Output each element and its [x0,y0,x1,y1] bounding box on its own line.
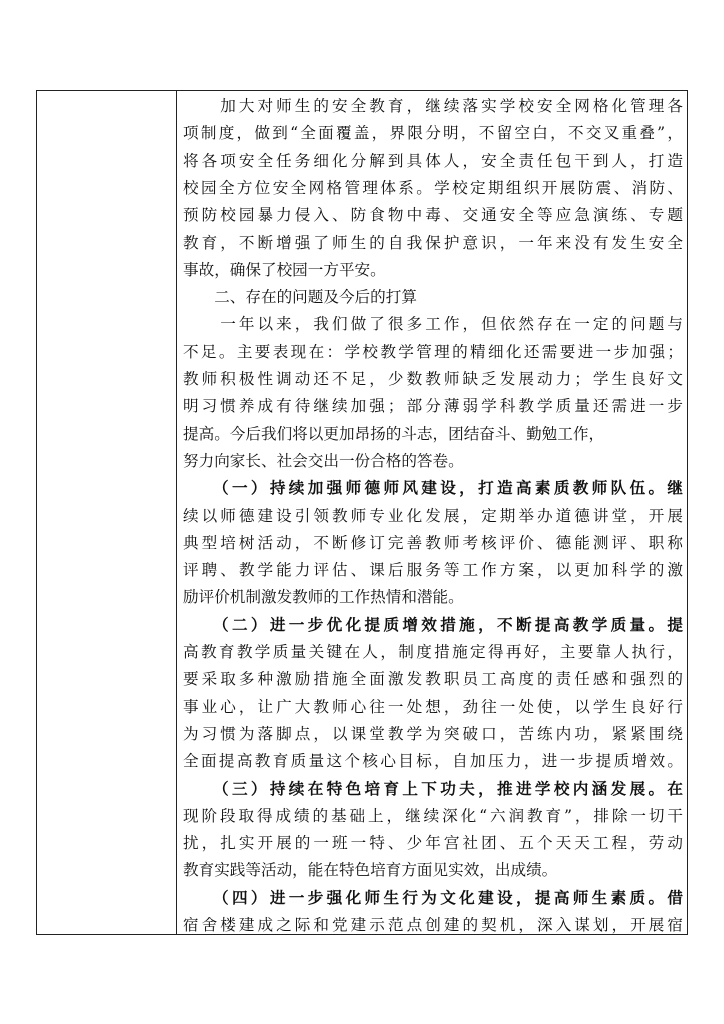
section-heading: 二、存在的问题及今后的打算 [183,288,417,307]
text-line: 励评价机制激发教师的工作热情和潜能。 [183,588,464,607]
text-line: 将各项安全任务细化分解到具体人，安全责任包干到人，打造 [183,151,683,170]
text-line: 高教育教学质量关键在人，制度措施定得再好，主要靠人执行， [183,643,683,661]
text-line: 全面提高教育质量这个核心目标，自加压力，进一步提质增效。 [183,752,683,771]
text-line: 事业心，让广大教师心往一处想，劲往一处使，以学生良好行 [183,697,683,716]
text-line: 事故，确保了校园一方平安。 [183,260,386,279]
text-line: 不足。主要表现在：学校教学管理的精细化还需要进一步加强； [183,342,683,361]
text-line: 一年以来，我们做了很多工作，但依然存在一定的问题与 [183,315,683,334]
text-line: 预防校园暴力侵入、防食物中毒、交通安全等应急演练、专题 [183,206,683,225]
text-line: 续以师德建设引领教师专业化发展，定期举办道德讲堂，开展 [183,506,683,525]
column-divider [176,91,177,934]
text-line: （三）持续在特色培育上下功夫，推进学校内涵发展。在 [183,778,683,798]
text-line: 校园全方位安全网格管理体系。学校定期组织开展防震、消防、 [183,178,683,197]
text-line: 扰，扎实开展的一班一特、少年宫社团、五个天天工程，劳动 [183,834,683,853]
text-line: 现阶段取得成绩的基础上，继续深化“六润教育”，排除一切干 [183,806,683,825]
text-line: （一）持续加强师德师风建设，打造高素质教师队伍。继 [183,478,683,498]
text-line: 提高。今后我们将以更加昂扬的斗志，团结奋斗、勤勉工作， [183,424,605,443]
text-line: （四）进一步强化师生行为文化建设，提高师生素质。借 [183,887,683,907]
text-line: 典型培树活动，不断修订完善教师考核评价、德能测评、职称 [183,533,683,552]
text-line: 要采取多种激励措施全面激发教职员工高度的责任感和强烈的 [183,670,683,689]
text-line: 教师积极性调动还不足，少数教师缺乏发展动力；学生良好文 [183,370,683,388]
text-line: 教育，不断增强了师生的自我保护意识，一年来没有发生安全 [183,233,683,252]
document-table [36,90,688,935]
text-line: 明习惯养成有待继续加强；部分薄弱学科教学质量还需进一步 [183,397,683,416]
text-line: 加大对师生的安全教育，继续落实学校安全网格化管理各 [183,97,683,115]
text-line: 宿舍楼建成之际和党建示范点创建的契机，深入谋划，开展宿 [183,916,683,934]
text-line: （二）进一步优化提质增效措施，不断提高教学质量。提 [183,614,683,634]
text-line: 努力向家长、社会交出一份合格的答卷。 [183,451,464,470]
text-line: 评聘、教学能力评估、课后服务等工作方案，以更加科学的激 [183,561,683,580]
text-line: 为习惯为落脚点，以课堂教学为突破口，苦练内功，紧紧围绕 [183,724,683,743]
text-line: 教育实践等活动，能在特色培育方面见实效，出成绩。 [183,861,558,880]
text-line: 项制度，做到“全面覆盖，界限分明，不留空白，不交叉重叠”， [183,124,683,143]
